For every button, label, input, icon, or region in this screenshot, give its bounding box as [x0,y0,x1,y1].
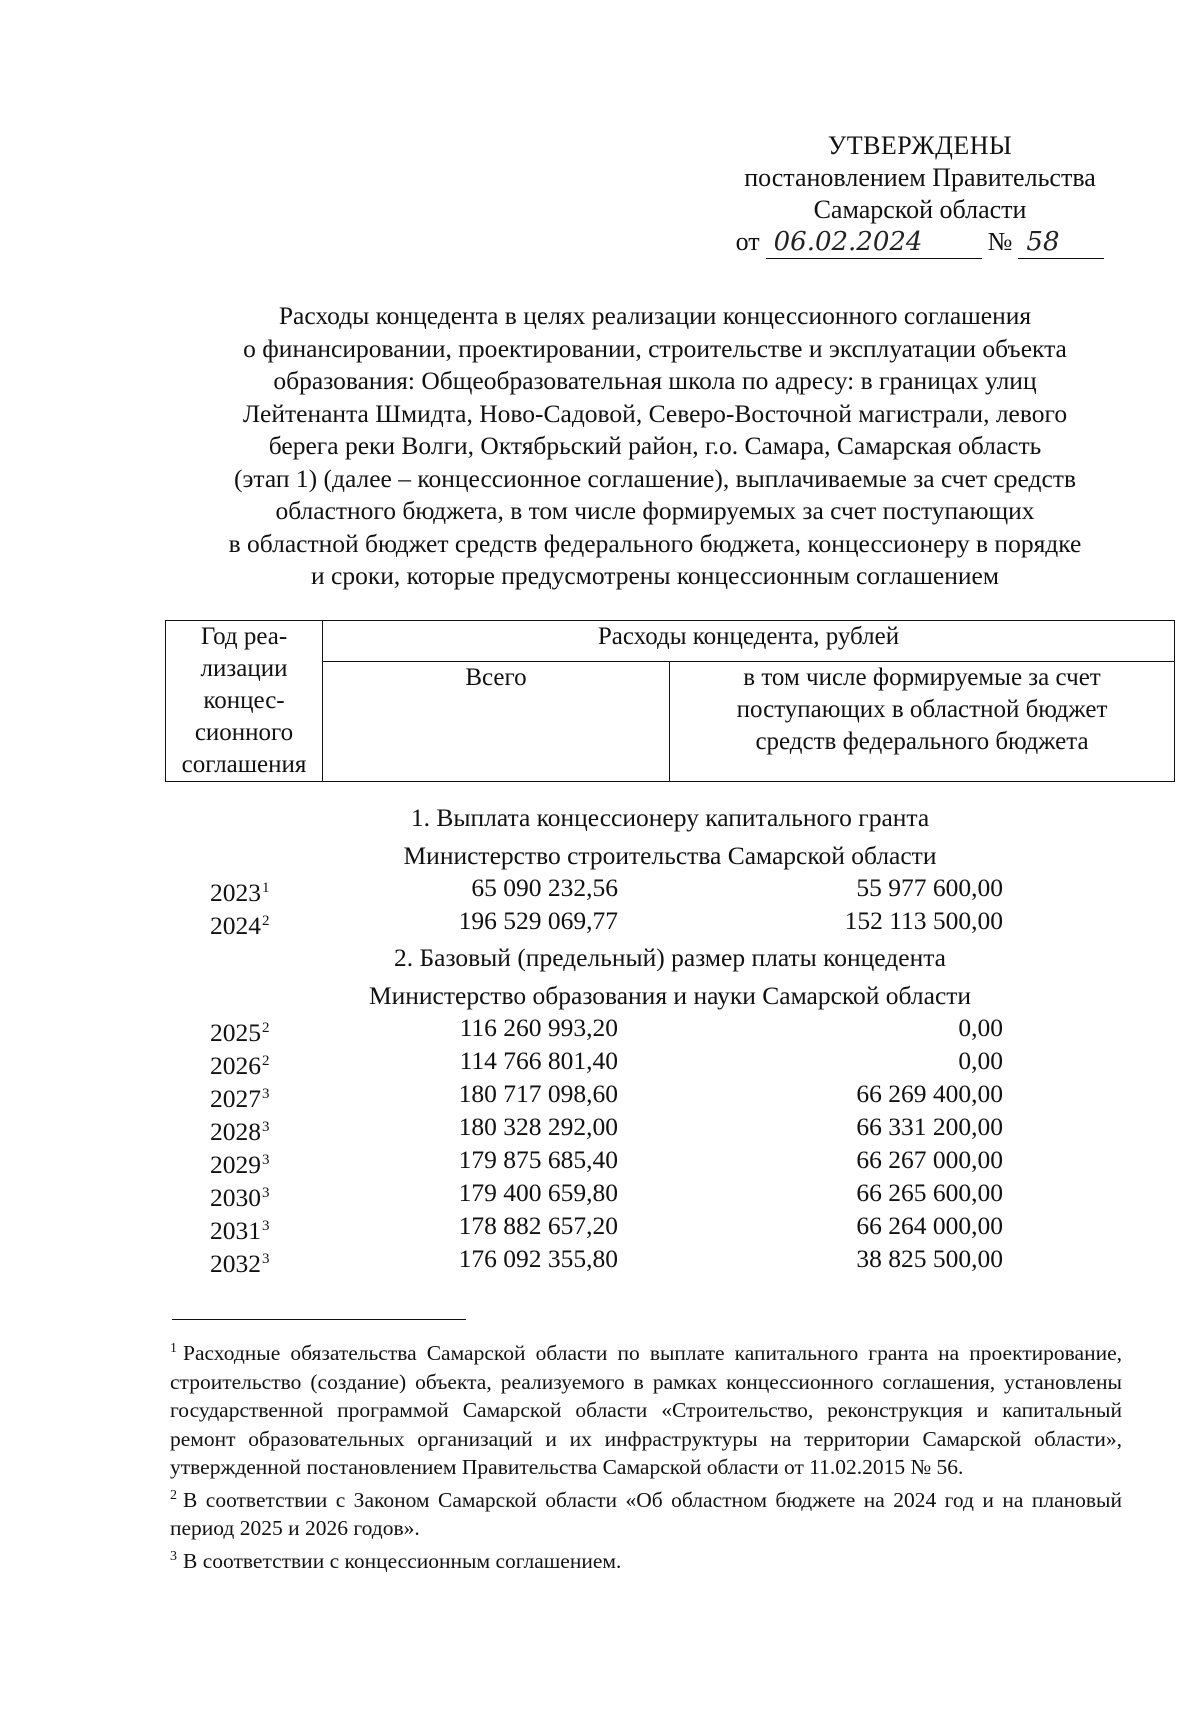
footnote-3 [170,1543,1122,1576]
table-row [165,1078,1175,1111]
year-value: 2031 [210,1216,261,1245]
table-row [165,1144,1175,1177]
year-value: 2030 [210,1183,261,1212]
footnote-mark: 2 [170,1487,177,1503]
row-federal: 66 265 600,00 [856,1178,1003,1207]
approval-line-1: постановлением Правительства [744,163,1096,192]
footnote-text: В соответствии с концессионным соглашением. [183,1548,622,1573]
table-row [165,1243,1175,1276]
expenses-header: Расходы концедента, рублей [323,621,1175,662]
title-line: Лейтенанта Шмидта, Ново-Садовой, Северо-Восточной магистрали, левого [242,398,1068,428]
footnote-ref: 3 [262,1086,270,1102]
year-header-line: лизации [200,655,288,682]
row-total: 114 766 801,40 [459,1046,618,1075]
year-value: 2025 [210,1018,261,1047]
section-1-ministry: Министерство строительства Самарской области [403,841,937,870]
row-total: 196 529 069,77 [458,906,618,935]
footnote-ref: 3 [262,1251,270,1267]
federal-column-header [670,661,1175,781]
footnote-ref: 3 [262,1119,270,1135]
year-header-line: концес- [203,687,285,714]
row-total: 178 882 657,20 [458,1211,618,1240]
expenses-header-table [165,620,1175,782]
title-line: в областной бюджет средств федерального бюджета, концессионеру в порядке [228,528,1082,558]
row-total: 116 260 993,20 [459,1013,618,1042]
year-header-line: соглашения [181,751,307,778]
approval-block [700,130,1140,259]
row-federal: 66 269 400,00 [856,1079,1003,1108]
year-value: 2026 [210,1051,261,1080]
table-row [165,1111,1175,1144]
title-line: областного бюджета, в том числе формируемых за счет поступающих [275,496,1035,525]
footnote-mark: 1 [170,1341,177,1356]
approval-date-line [700,226,1140,259]
row-federal: 0,00 [958,1046,1003,1075]
title-line: образования: Общеобразовательная школа по адресу: в границах улиц [273,366,1037,395]
row-total: 180 717 098,60 [458,1079,618,1108]
footnote-2 [170,1482,1122,1543]
row-federal: 66 331 200,00 [856,1112,1003,1141]
row-total: 65 090 232,56 [471,873,618,902]
section-2-ministry: Министерство образования и науки Самарской области [368,981,972,1010]
row-total: 179 400 659,80 [458,1178,618,1207]
date-prefix: от [735,227,760,256]
approval-title: УТВЕРЖДЕНЫ [827,131,1013,160]
footnote-divider [172,1319,466,1320]
footnote-1 [170,1335,1122,1482]
table-row [165,905,1175,938]
footnote-ref: 3 [262,1185,270,1201]
row-federal: 0,00 [958,1013,1003,1042]
footnote-ref: 2 [262,913,270,929]
document-title [165,300,1145,593]
table-row [165,1210,1175,1243]
federal-header-line: в том числе формируемые за счет [743,663,1101,691]
year-header-line: сионного [194,719,294,746]
footnote-mark: 3 [170,1548,177,1564]
title-line: берега реки Волги, Октябрьский район, г.о. Самара, Самарская область [268,431,1042,460]
approval-date: 06.02.2024 [766,226,982,259]
table-row [165,872,1175,905]
row-total: 176 092 355,80 [458,1244,618,1273]
federal-header-line: средств федерального бюджета [755,727,1089,755]
row-total: 179 875 685,40 [458,1145,618,1174]
federal-header-line: поступающих в областной бюджет [736,695,1108,723]
row-federal: 66 267 000,00 [856,1145,1003,1174]
footnote-ref: 1 [262,880,270,896]
title-line: о финансировании, проектировании, строительстве и эксплуатации объекта [243,333,1067,363]
year-value: 2023 [210,878,261,907]
year-value: 2029 [210,1150,261,1179]
year-value: 2024 [210,911,261,940]
section-1-title: 1. Выплата концессионеру капитального гранта [410,803,930,832]
year-header-line: Год реа- [200,623,288,650]
title-line: Расходы концедента в целях реализации концессионного соглашения [278,301,1032,330]
row-federal: 55 977 600,00 [856,873,1003,902]
approval-number: 58 [1018,226,1104,259]
title-line: (этап 1) (далее – концессионное соглашение), выплачиваемые за счет средств [233,463,1076,493]
title-line: и сроки, которые предусмотрены концессионным соглашением [311,561,999,590]
footnote-ref: 3 [262,1152,270,1168]
footnote-ref: 3 [262,1218,270,1234]
year-value: 2027 [210,1084,261,1113]
footnote-ref: 2 [262,1020,270,1036]
row-year [210,905,310,943]
total-column-header: Всего [323,661,670,781]
footnote-text: В соответствии с Законом Самарской области «Об областном бюджете на 2024 год и на плановый период 2025 и 2026 годов». [170,1487,1122,1540]
row-total: 180 328 292,00 [458,1112,618,1141]
row-year [210,1243,310,1281]
table-row [165,1177,1175,1210]
row-federal: 38 825 500,00 [856,1244,1003,1273]
table-row [165,1012,1175,1045]
approval-line-2: Самарской области [813,195,1027,224]
row-federal: 152 113 500,00 [844,906,1003,935]
footnote-text: Расходные обязательства Самарской области по выплате капитального гранта на проектирование, строительство (создание) объекта, реализуемого в рамках концессионного соглашения, установлены государственной программой Самарской области «Строительство, реконструкция и капитальный ремонт образовательных организаций и их инфраструктуры на территории Самарской области», утвержденной постановлением Правительства Самарской области от 11.02.2015 № 56. [170,1341,1122,1479]
table-row [165,1045,1175,1078]
row-federal: 66 264 000,00 [856,1211,1003,1240]
footnote-ref: 2 [262,1053,270,1069]
footnotes [170,1335,1122,1575]
section-2-title: 2. Базовый (предельный) размер платы концедента [393,943,946,972]
number-prefix: № [987,227,1013,256]
year-column-header [166,621,323,782]
year-value: 2032 [210,1249,261,1278]
year-value: 2028 [210,1117,261,1146]
